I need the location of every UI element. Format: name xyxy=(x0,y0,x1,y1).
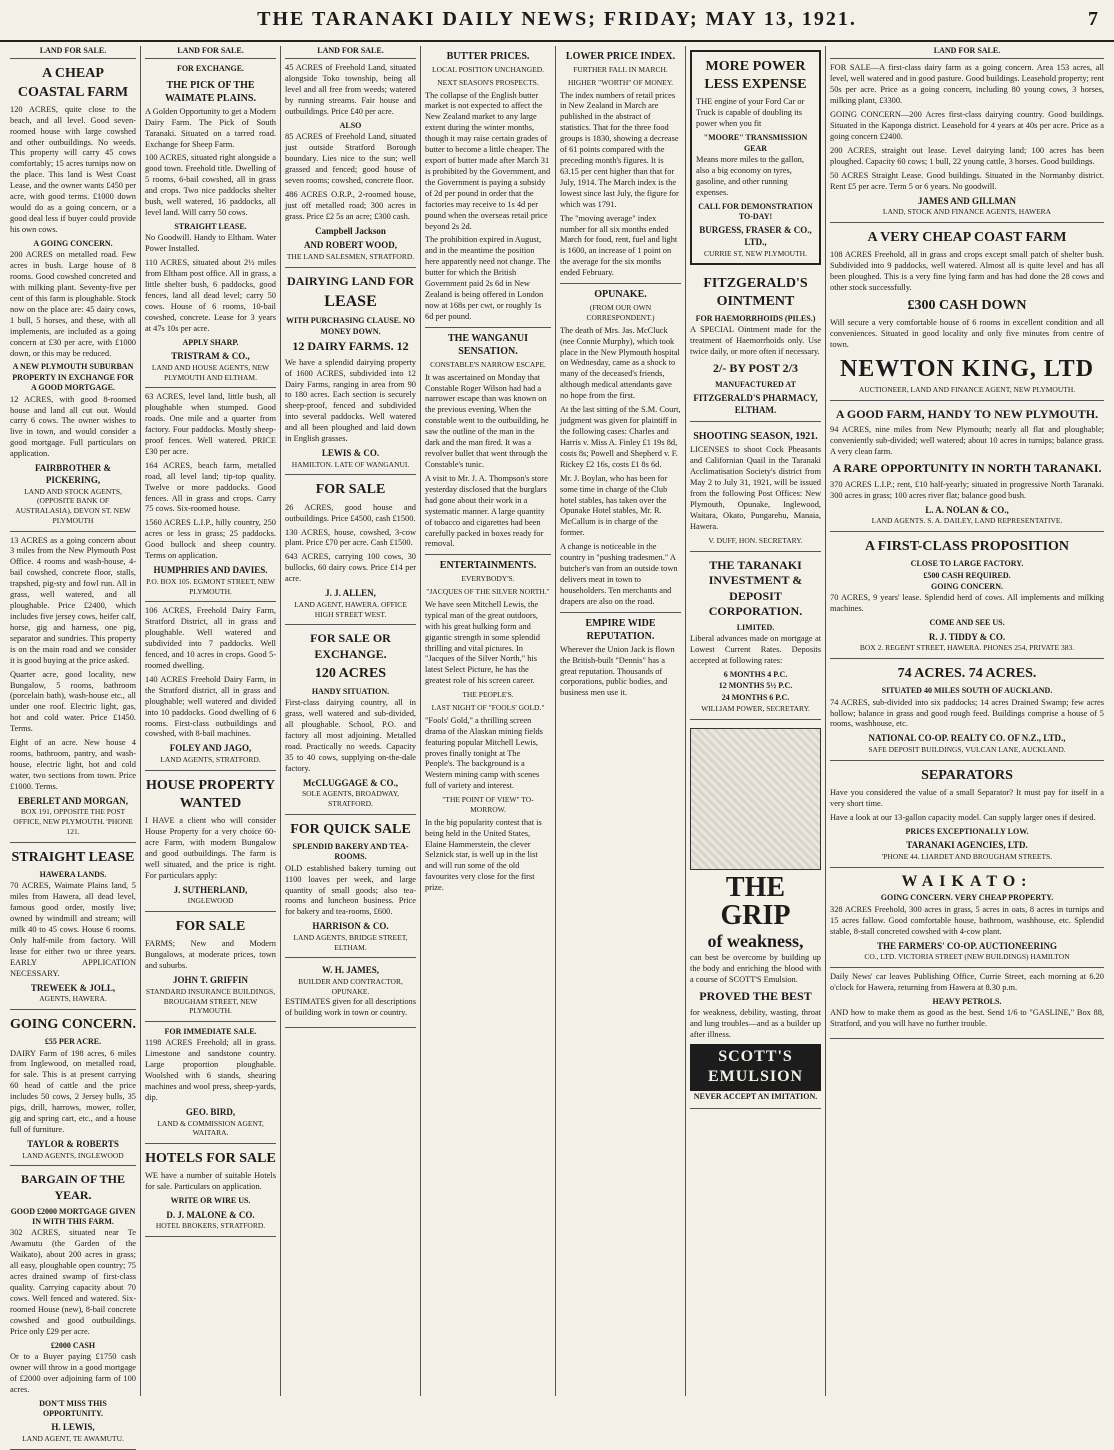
article-body: Wherever the Union Jack is flown the British-built "Dennis" has a great reputation. Thousands of corporations, public bodies, and business men use it. xyxy=(560,644,675,698)
advert-text: 85 ACRES of Freehold Land, situated just outside Stratford Borough boundary. Lies nice to the sun; well grassed and fenced; good house of seven rooms; cowshed, concrete floor. xyxy=(285,132,416,186)
advert-heading: A VERY CHEAP COAST FARM xyxy=(867,229,1067,245)
advert-subheading: LIMITED. xyxy=(736,622,775,632)
agent-name: W. H. JAMES, xyxy=(322,965,379,976)
advert-subheading: FOR EXCHANGE. xyxy=(176,64,245,74)
article-subtitle: THE PEOPLE'S. xyxy=(462,690,514,700)
article-opunake xyxy=(560,288,681,608)
agent-address: LAND AGENTS, BRIDGE STREET, ELTHAM. xyxy=(293,932,408,952)
advert-price: £55 PER ACRE. xyxy=(44,1037,102,1047)
advert-heading: A CHEAP COASTAL FARM xyxy=(17,66,129,100)
advert-subheading: HAWERA LANDS. xyxy=(39,869,107,879)
advert-text: 130 ACRES, house, cowshed, 3-cow plant. Price £70 per acre. Cash £1500. xyxy=(285,527,416,548)
advert-text: 74 ACRES, sub-divided into six paddocks; 14 acres Drained Swamp; few acres hollow; balance in grass and good rough feed. Buildings comprise a house of 5 rooms, washhouse, etc. xyxy=(830,697,1104,729)
divider xyxy=(560,283,681,284)
advert-text: 63 ACRES, level land, little bush, all ploughable when stumped. Good roads. One mile and a quarter from factory. Four paddocks. Mostly sheep-proof fences. Well watered. PRICE £30 per acre. xyxy=(145,392,276,456)
agent-address: STANDARD INSURANCE BUILDINGS, BROUGHAM STREET, NEW PLYMOUTH. xyxy=(145,986,276,1016)
agent-name: NATIONAL CO-OP. REALTY CO. OF N.Z., LTD., xyxy=(868,733,1066,744)
agent-name: JAMES AND GILLMAN xyxy=(917,195,1016,206)
article-title: THE WANGANUI SENSATION. xyxy=(447,332,529,357)
advert-heading: WAIKATO: xyxy=(901,872,1033,890)
article-title: EMPIRE WIDE REPUTATION. xyxy=(585,617,656,642)
agent-name: V. DUFF, HON. SECRETARY. xyxy=(708,535,803,545)
advert-subheading: HEAVY PETROLS. xyxy=(932,996,1002,1006)
agent-name: D. J. MALONE & CO. xyxy=(166,1209,255,1220)
section-header: LAND FOR SALE. xyxy=(10,46,136,59)
advert-subheading: A NEW PLYMOUTH SUBURBAN PROPERTY IN EXCHANGE FOR A GOOD MORTGAGE. xyxy=(12,362,134,393)
advert-text: WE have a number of suitable Hotels for sale. Particulars on application. xyxy=(145,1171,276,1192)
article-body: The "moving average" index number for all six months ended March for food, rent, fuel and light is 1600, an increase of 1 point on the average for the six months ended February. xyxy=(560,213,678,278)
advert-subheading: FOR IMMEDIATE SALE. xyxy=(164,1027,257,1037)
advert-text: Daily News' car leaves Publishing Office, Currie Street, each morning at 6.20 o'clock for Hawera, returning from Hawera at 8.30 p.m. xyxy=(830,971,1104,992)
agent-address: LAND AGENTS, STRATFORD. xyxy=(160,755,261,765)
advert xyxy=(145,602,276,771)
advert-subheading: WRITE OR WIRE US. xyxy=(170,1196,251,1206)
advert-text: A Golden Opportunity to get a Modern Dairy Farm. The Pick of South Taranaki. Situated on a tarred road. Exchange for Sheep Farm. xyxy=(145,106,276,149)
column-7 xyxy=(826,46,1108,1396)
advert-text: We have a splendid dairying property of 1600 ACRES, subdivided into 12 Dairy Farms, ranging in area from 90 to 180 acres. Each section is securely sheep-proof, fenced and subdivided into several paddocks. Well watered and all been ploughed and laid down in English grasses. xyxy=(285,357,416,444)
advert xyxy=(285,59,416,268)
agent-address: CURRIE ST, NEW PLYMOUTH. xyxy=(704,248,807,258)
newspaper-title: THE TARANAKI DAILY NEWS; FRIDAY; MAY 13, 1921. xyxy=(257,8,857,30)
newspaper-columns xyxy=(6,46,1108,1444)
advert-text: 110 ACRES, situated about 2½ miles from Eltham post office. All in grass, a little shelter bush, 6 paddocks, good fences, land all dead level; carry 50 cows. House of 6 rooms, 10-bail cowshed, concrete. Lease for 3 years at 47s 10s per acre. xyxy=(145,258,276,333)
agent-address: CO., LTD. VICTORIA STREET (NEW BUILDINGS) HAMILTON xyxy=(864,952,1070,962)
advert-subheading: PROVED THE BEST xyxy=(699,989,812,1004)
agent-name: J. J. ALLEN, xyxy=(325,588,376,599)
advert xyxy=(285,958,416,1027)
agent-address: LAND AGENTS, INGLEWOOD xyxy=(22,1150,124,1160)
advert-text: A SPECIAL Ointment made for the treatment of Haemorrhoids only. Use twice daily, or more often if necessary. xyxy=(690,325,821,357)
advert-text: 50 ACRES Straight Lease. Good buildings. Situated in the Normanby district. Rent £5 per acre. Term 5 or 6 years. No goodwill. xyxy=(830,170,1104,191)
article-body: A change is noticeable in the country in "pushing tradesmen." A butcher's van from an outside town delivers meat in town to householders. Ten merchants and drapers are also on the road. xyxy=(560,542,678,606)
advert xyxy=(830,968,1104,1039)
advert xyxy=(830,659,1104,761)
article-body: It was ascertained on Monday that Constable Roger Wilson had had a narrower escape than was known on the previous evening. When the constable went to the outbuilding, he saw the outline of the man in the dark and the man fired. It was a revolver bullet that went through the Constable's tunic. xyxy=(425,372,549,469)
article-body: The collapse of the English butter market is not expected to affect the New Zealand market to any large extent during the winter months, though it may raise certain grades of butter to become a little cheaper. The export of butter made after March 31 is prohibited by the Government, and the Government is paying a subsidy of 2d per pound in order that the factories may receive to 1s 4d per pound when the overseas retail price beyond 2s 2d. xyxy=(425,90,551,231)
advert xyxy=(830,761,1104,868)
advert-text: 70 ACRES, Waimate Plains land, 5 miles from Hawera, all dead level, famous good order, mostly live; owned by windmill and stream; will milk 40 to 45 cows. House 6 rooms. Only half-mile from factory. Will lease for either two or three years. EARLY APPLICATION NECESSARY. xyxy=(10,881,136,978)
advert xyxy=(830,59,1104,223)
section-header: LAND FOR SALE. xyxy=(285,46,416,59)
advert-text: Liberal advances made on mortgage at Lowest Current Rates. Deposits accepted at following rates: xyxy=(690,634,821,666)
article-empire xyxy=(560,617,681,700)
advert-text: DAIRY Farm of 198 acres, 6 miles from Inglewood, on metalled road, for sale. This is at present carrying 60 head of cattle and the price includes 50 cows, 2 Jersey bulls, 35 pigs, drill, harrows, mower, roller, gig and spring cart, etc., and a house full of furniture. xyxy=(10,1048,136,1134)
advert-text: AND how to make them as good as the best. Send 1/6 to "GASLINE," Box 88, Stratford, and you will have no further trouble. xyxy=(830,1008,1104,1029)
column-2 xyxy=(141,46,281,1396)
page-number: 7 xyxy=(1088,8,1098,30)
article-butter-prices xyxy=(425,50,551,323)
advert-scotts xyxy=(690,720,821,1110)
advert-subheading: ALSO xyxy=(339,121,362,130)
section-header: LAND FOR SALE. xyxy=(145,46,276,59)
agent-name: R. J. TIDDY & CO. xyxy=(928,631,1006,642)
agent-address: SAFE DEPOSIT BUILDINGS, VULCAN LANE, AUCKLAND. xyxy=(868,745,1066,755)
agent-address: LAND AND STOCK AGENTS, (OPPOSITE BANK OF AUSTRALASIA), DEVON ST. NEW PLYMOUTH xyxy=(15,486,131,525)
advert-heading: FITZGERALD'S OINTMENT xyxy=(703,275,808,309)
agent-address: LAND & COMMISSION AGENT, WAITARA. xyxy=(157,1118,264,1138)
advert-text: OLD established bakery turning out 1100 loaves per week, and large quantity of small goods; also tea-rooms and luncheon business. Price for bakery and tea-rooms, £600. xyxy=(285,863,416,917)
advert-heading: 12 DAIRY FARMS. 12 xyxy=(292,339,409,354)
agent-name: GEO. BIRD, xyxy=(185,1106,236,1117)
agent-name: AND ROBERT WOOD, xyxy=(303,240,398,251)
article-subtitle: (FROM OUR OWN CORRESPONDENT.) xyxy=(586,303,655,322)
advert xyxy=(830,532,1104,659)
advert xyxy=(10,1010,136,1166)
agent-name: TRISTRAM & CO., xyxy=(171,351,250,362)
advert-heading: SHOOTING SEASON, 1921. xyxy=(693,431,818,443)
advert-text: ESTIMATES given for all descriptions of building work in town or country. xyxy=(285,996,416,1017)
advert-heading: GOING CONCERN. xyxy=(10,1016,137,1032)
column-4 xyxy=(421,46,556,1396)
advert-text: 200 ACRES on metalled road. Few acres in bush. Large house of 8 rooms. Good cowshed concreted and with milking plant. Seventy-five per cent of this farm is ploughable. Stock now on the place are: 45 dairy cows, 1 bull, 5 horses, and these, with all implements, are included as a going concern at £30 per acre, with £1000 down, or this may be reduced. xyxy=(10,250,136,358)
advert-text: 45 ACRES of Freehold Land, situated alongside Toko township, being all level and all free from weeds; watered by running streams. Fair house and outbuildings. Price £40 per acre. xyxy=(285,63,416,117)
masthead xyxy=(0,0,1114,42)
advert xyxy=(145,771,276,912)
advert-heading: A FIRST-CLASS PROPOSITION xyxy=(864,538,1070,554)
advert-text: First-class dairying country, all in grass, well watered and sub-divided, all ploughable. School, P.O. and factory all most adjoining. Metalled road. Practically no weeds. Capacity 35 to 40 cows, supplying on-the-dale factory. xyxy=(285,698,416,773)
agent-address: HAMILTON. LATE OF WANGANUI. xyxy=(291,459,410,469)
brand-logo: SCOTT'S EMULSION xyxy=(690,1044,821,1092)
rate-row: 24 MONTHS 6 P.C. xyxy=(721,692,790,702)
article-title: LOWER PRICE INDEX. xyxy=(565,51,676,62)
column-6 xyxy=(686,46,826,1396)
advert-transmission xyxy=(690,50,821,265)
advert-text: GOING CONCERN—200 Acres first-class dairying country. Good buildings. Situated in the Kaponga district. Leasehold for 4 years at 40s per acre. Price as a going concern £2400. xyxy=(830,110,1104,141)
divider xyxy=(425,554,551,555)
agent-address: LAND AGENT, TE AWAMUTU. xyxy=(22,1434,124,1444)
advert-text: 486 ACRES O.R.P., 2-roomed house, just off metalled road; 300 acres in grass. Price £2 5s an acre; £300 cash. xyxy=(285,190,416,221)
agent-address: AGENTS, HAWERA. xyxy=(39,994,107,1004)
advert-heading: FOR SALE xyxy=(315,482,386,498)
advert-price: £2000 CASH xyxy=(50,1340,96,1350)
article-wanganui xyxy=(425,332,551,551)
agent-address: THE LAND SALESMEN, STRATFORD. xyxy=(286,252,415,262)
advert-text: Have you considered the value of a small Separator? It must pay for itself in a very short time. xyxy=(830,787,1104,808)
advert-text: Or to a Buyer paying £1750 cash owner will throw in a good mortgage of £2000 over adjoining farm of 100 acres. xyxy=(10,1351,136,1394)
advert-subheading: MANUFACTURED AT xyxy=(715,379,796,389)
agent-name: TAYLOR & ROBERTS xyxy=(27,1138,119,1149)
column-3 xyxy=(281,46,421,1396)
agent-address: BOX 2. REGENT STREET, HAWERA. PHONES 254, PRIVATE 383. xyxy=(859,643,1075,653)
agent-name: NEWTON KING, LTD xyxy=(839,355,1095,382)
article-body: In the big popularity contest that is being held in the United States, Elaine Hammerstein, the clever Selznick star, is well up in the list and will run some of the old favourites very close for the first prize. xyxy=(425,817,542,893)
agent-name: HUMPHRIES AND DAVIES. xyxy=(153,565,268,576)
advert-text: 370 ACRES L.I.P.; rent, £10 half-yearly; situated in progressive North Taranaki. 300 acres in grass; 100 acres river flat; balance good bush. xyxy=(830,479,1104,500)
agent-address: P.O. BOX 105. EGMONT STREET, NEW PLYMOUTH. xyxy=(146,576,275,596)
advert-heading: FOR SALE xyxy=(175,919,246,935)
advert-text: THE engine of your Ford Car or Truck is capable of doubling its power when you fit xyxy=(696,97,805,129)
advert-heading: HOTELS FOR SALE xyxy=(145,1151,276,1167)
advert-heading: MORE POWER LESS EXPENSE xyxy=(704,59,807,93)
advert-subheading: £500 CASH REQUIRED. xyxy=(923,570,1011,580)
agent-address: LAND AGENT, HAWERA. OFFICE HIGH STREET WEST. xyxy=(294,599,407,619)
advert-subheading: HANDY SITUATION. xyxy=(311,686,390,696)
agent-address: SOLE AGENTS, BROADWAY, STRATFORD. xyxy=(301,789,400,808)
advert-text: can best be overcome by building up the body and enriching the blood with a course of SCOTT'S Emulsion. xyxy=(690,953,821,985)
advert xyxy=(285,475,416,625)
advert-text: 643 ACRES, carrying 100 cows, 30 bullocks, 60 dairy cows. Price £14 per acre. xyxy=(285,552,416,584)
advert-subheading: COME AND SEE US. xyxy=(929,618,1005,628)
article-body: The prohibition expired in August, and in the meantime the position here apparently need not change. The butter for which the British Government paid 2s 6d in New Zealand is being offered in London now at 168s per cwt, or roughly 1s 6d per pound. xyxy=(425,235,551,321)
advert-subheading: CLOSE TO LARGE FACTORY. xyxy=(910,559,1024,569)
advert-subheading: A GOING CONCERN. xyxy=(33,238,113,248)
agent-name: EBERLET AND MORGAN, xyxy=(17,795,129,806)
article-subtitle: EVERYBODY'S. xyxy=(461,574,515,584)
advert-text: FARMS; New and Modern Bungalows, at moderate prices, town and suburbs. xyxy=(145,939,276,971)
advert-subheading: WITH PURCHASING CLAUSE. NO MONEY DOWN. xyxy=(286,316,415,336)
advert xyxy=(285,815,416,959)
advert-heading: A RARE OPPORTUNITY IN NORTH TARANAKI. xyxy=(832,461,1102,476)
advert-subheading: STRAIGHT LEASE. xyxy=(174,222,247,231)
article-subtitle: LOCAL POSITION UNCHANGED. xyxy=(431,65,544,74)
column-5 xyxy=(556,46,686,1396)
advert xyxy=(10,532,136,843)
article-entertainments xyxy=(425,559,551,894)
advert-text: Will secure a very comfortable house of 6 rooms in excellent condition and all conveniences. Situated in good locality and only five minutes from centre of town. xyxy=(830,318,1104,349)
advert xyxy=(830,401,1104,532)
advert-subheading: CALL FOR DEMONSTRATION TO-DAY! xyxy=(698,201,813,221)
article-price-index xyxy=(560,50,681,279)
advert-text: 1560 ACRES L.I.P., hilly country, 250 acres or less in grass; 25 paddocks. Good bullock and sheep country. Terms on application. xyxy=(145,518,276,561)
advert-subheading: GOOD £2000 MORTGAGE GIVEN IN WITH THIS FARM. xyxy=(10,1206,136,1226)
advert xyxy=(830,223,1104,401)
advert-heading: STRAIGHT LEASE xyxy=(11,849,135,865)
agent-name: FOLEY AND JAGO, xyxy=(169,743,252,754)
advert-text: 26 ACRES, good house and outbuildings. Price £4500, cash £1500. xyxy=(285,502,416,523)
advert-subheading: FOR HAEMORRHOIDS (PILES.) xyxy=(695,313,816,323)
advert-text: 94 ACRES, nine miles from New Plymouth; nearly all flat and ploughable; conveniently sub-divided; well watered; about 10 acres in turnips; balance grass. A very clean farm. xyxy=(830,425,1104,457)
advert-text: 13 ACRES as a going concern about 3 miles from the New Plymouth Post Office. 4 rooms and wash-house, 4-bail cowshed, concrete floor, stalls, trapshed, pig-sty and fowl run. All in grass, well watered, and all ploughable. Price £2400, which includes five jersey cows, heifer calf, horse, gig and harness, one pig, separator and sundries. This property is on the main road and we consider it is good buying at the price asked. xyxy=(10,535,136,665)
advert-heading: FOR QUICK SALE xyxy=(290,821,411,837)
article-title: BUTTER PRICES. xyxy=(446,51,530,62)
advert-text: Quarter acre, good locality, new Bungalow, 5 rooms, bathroom (porcelain bath), wash-house etc., all under one roof. Electric light, gas, hot and cold water. Price £1450. Terms. xyxy=(10,669,136,734)
advert xyxy=(285,268,416,476)
advert-heading: of weakness, xyxy=(707,930,804,951)
article-subtitle: LAST NIGHT OF "FOOLS' GOLD." xyxy=(431,702,545,712)
agent-name: J. SUTHERLAND, xyxy=(173,884,248,895)
advert-price: 2/- BY POST 2/3 xyxy=(712,361,798,376)
article-body: Mr. J. Boylan, who has been for some time in charge of the Club hotel stables, has taken over the Opunake Hotel stables, Mr. R. McCallum is in charge of the former. xyxy=(560,473,668,538)
advert xyxy=(145,1022,276,1144)
advert xyxy=(145,1144,276,1237)
article-title: ENTERTAINMENTS. xyxy=(439,560,537,572)
agent-name: BURGESS, FRASER & CO., LTD., xyxy=(699,225,812,248)
agent-name: FITZGERALD'S PHARMACY, ELTHAM. xyxy=(693,393,818,415)
agent-name: McCLUGGAGE & CO., xyxy=(303,777,398,788)
agent-address: BUILDER AND CONTRACTOR, OPUNAKE. xyxy=(298,977,403,996)
advert-text: 164 ACRES, beach farm, metalled road, all level land; tip-top quality. Twelve or more paddocks. Good fences. All in grass and crops. Carry 75 cows. Six-roomed house. xyxy=(145,460,276,514)
agent-name: LEWIS & CO. xyxy=(321,448,380,459)
advert-text: 1198 ACRES Freehold; all in grass. Limestone and sandstone country. Large proportion ploughable. Woolshed with 6 stands, shearing machines and wool press, sheep-yards, dip. xyxy=(145,1038,276,1103)
advert-shooting xyxy=(690,422,821,551)
advert-text: 106 ACRES, Freehold Dairy Farm, Stratford District, all in grass and ploughable. Well watered and subdivided into 7 paddocks. Well fenced, and 10 acres in crops. Good 5-roomed dwelling. xyxy=(145,606,276,670)
advert-text: FOR SALE—A first-class dairy farm as a going concern. Area 153 acres, all level, well watered and in good pasture. Good buildings. Leasehold property; rent 50s per acre. Price as a going concern, including 80 young cows, 3 horses, milking plant, £3300. xyxy=(830,63,1104,106)
advert-heading: HOUSE PROPERTY WANTED xyxy=(145,777,276,811)
section-header: LAND FOR SALE. xyxy=(830,46,1104,59)
divider xyxy=(425,327,551,328)
advert-heading: DAIRYING LAND FOR xyxy=(287,273,414,288)
advert-text: Eight of an acre. New house 4 rooms, bathroom, pantry, and wash-house, electric light, hot and cold water, two sections from town. Price £1000. Terms. xyxy=(10,738,136,791)
advert-heading: LEASE xyxy=(324,293,377,311)
article-subtitle: "JACQUES OF THE SILVER NORTH." xyxy=(426,587,550,597)
advert-text: I HAVE a client who will consider House Property for a very choice 60-acre Farm, with modern Bungalow and good outbuildings. The farm is well situated, and the price is right. For particulars apply: xyxy=(145,816,276,880)
agent-address: LAND AGENTS. S. A. DAILEY, LAND REPRESENTATIVE. xyxy=(871,516,1063,526)
advert-heading: A GOOD FARM, HANDY TO NEW PLYMOUTH. xyxy=(835,406,1099,421)
rate-row: 12 MONTHS 5½ P.C. xyxy=(718,681,793,691)
article-subtitle: "THE POINT OF VIEW" TO-MORROW. xyxy=(442,795,534,814)
advert-subheading: PRICES EXCEPTIONALLY LOW. xyxy=(905,826,1029,836)
advert-investment xyxy=(690,552,821,720)
agent-address: BOX 191, OPPOSITE THE POST OFFICE, NEW PLYMOUTH. 'PHONE 121. xyxy=(13,807,133,836)
agent-address: 'PHONE 44. LIARDET AND BROUGHAM STREETS. xyxy=(881,851,1053,861)
advert-text: 100 ACRES, situated right alongside a good town. Freehold title. Dwelling of 5 rooms, 6-bail cowshed, all in grass and crops. Two nice paddocks shelter bush, well watered, 16 paddocks, all level land. Will carry 50 cows. xyxy=(145,153,276,218)
advert xyxy=(145,59,276,388)
advert-text: No Goodwill. Handy to Eltham. Water Power Installed. xyxy=(145,233,276,254)
article-body: We have seen Mitchell Lewis, the typical man of the great outdoors, with his great hulking form and gigantic strength in some splendid thrilling and vital pictures. In "Jacques of the Silver North," his latest Select Picture, he has the greatest role of his screen career. xyxy=(425,599,540,686)
article-body: At the last sitting of the S.M. Court, judgment was given for plaintiff in the following cases: Charles and Harris v. Miss A. Finley £1 19s 8d, costs 8s; Powell and Shepherd v. F. Rickey £2 16s, costs £1 8s 6d. xyxy=(560,405,681,469)
article-subtitle: HIGHER "WORTH" OF MONEY. xyxy=(567,77,674,87)
advert xyxy=(285,625,416,814)
advert-heading: 120 ACRES xyxy=(314,666,387,682)
advert-subheading: SPLENDID BAKERY AND TEA-ROOMS. xyxy=(292,841,409,862)
article-body: The index numbers of retail prices in New Zealand in March are published in the abstract of statistics. That for the three food groups is 1830, showing a decrease of 61 points compared with the preceding month's figures. It is 63.15 per cent higher than that for July, 1914. The March index is the lowest since last July, the figure for which was 1791. xyxy=(560,90,679,209)
agent-address: HOTEL BROKERS, STRATFORD. xyxy=(155,1221,266,1231)
advert-heading: 74 ACRES. 74 ACRES. xyxy=(897,666,1037,681)
advert-text: LICENSES to shoot Cock Pheasants and Californian Quail in the Taranaki Acclimatisation Society's district from May 2 to July 31, 1921, will be issued from the following Post Offices: New Plymouth, Opunake, Inglewood, Waitara, Okato, Pungarehu, Manaia, Hawera. xyxy=(690,445,821,531)
advert xyxy=(10,1166,136,1449)
advert-heading: BARGAIN OF THE YEAR. xyxy=(20,1172,125,1202)
advert-subheading: GOING CONCERN. xyxy=(930,581,1003,591)
agent-address: LAND AND HOUSE AGENTS, NEW PLYMOUTH AND ELTHAM. xyxy=(151,362,270,382)
article-subtitle: NEXT SEASON'S PROSPECTS. xyxy=(437,77,539,87)
column-1 xyxy=(6,46,141,1444)
agent-name: L. A. NOLAN & CO., xyxy=(925,504,1009,515)
agent-name: THE FARMERS' CO-OP. AUCTIONEERING xyxy=(876,940,1058,951)
advert xyxy=(10,843,136,1010)
agent-address: INGLEWOOD xyxy=(187,896,234,906)
rate-row: 6 MONTHS 4 P.C. xyxy=(723,670,788,680)
advert xyxy=(830,868,1104,968)
article-title: OPUNAKE. xyxy=(594,289,647,301)
advert-text: 328 ACRES Freehold, 300 acres in grass, 5 acres in oats, 8 acres in turnips and 15 acres fallow. Good comfortable house, bathroom, washhouse, etc. Splendid stable, 8-stall concreted cowshed with 4-cow plant. xyxy=(830,904,1104,936)
advert-text: Have a look at our 13-gallon capacity model. Can supply larger ones if desired. xyxy=(830,812,1096,822)
agent-name: JOHN T. GRIFFIN xyxy=(173,975,248,986)
agent-name: FAIRBROTHER & PICKERING, xyxy=(34,463,112,485)
agent-name: HARRISON & CO. xyxy=(312,921,389,932)
advert-text: 140 ACRES Freehold Dairy Farm, in the Stratford district, all in grass and ploughable; well watered and divided into 10 paddocks. Good dwelling of 6 rooms. First-class outbuildings and cowshed, with 8-bail machines. xyxy=(145,674,276,739)
advert-product: "MOORE" TRANSMISSION GEAR xyxy=(703,133,808,153)
advert-text: 200 ACRES, straight out lease. Level dairying land; 100 acres has been ploughed. Capacity 60 cows; 1 bull, 22 young cattle, 3 horses. Good buildings. xyxy=(830,145,1104,166)
advert-price: £300 CASH DOWN xyxy=(907,297,1027,313)
advert-subheading: APPLY SHARP. xyxy=(182,337,239,347)
divider xyxy=(560,612,681,613)
article-body: The death of Mrs. Jas. McCluck (nee Connie Murphy), which took place in the New Plymouth hospital on Wednesday, came as a shock to many of the deceased's friends, although medical attendants gave no hope from the first. xyxy=(560,325,680,401)
advert-subheading: DON'T MISS THIS OPPORTUNITY. xyxy=(39,1398,107,1419)
advert-heading: FOR SALE OR EXCHANGE. xyxy=(310,631,391,661)
advert-heading: THE TARANAKI INVESTMENT & DEPOSIT CORPORATION. xyxy=(708,557,803,619)
advert xyxy=(145,912,276,1022)
advert-subheading: GOING CONCERN. VERY CHEAP PROPERTY. xyxy=(880,893,1054,903)
advert-text: 120 ACRES, quite close to the beach, and all level. Good seven-roomed house with large cowshed and other outbuildings. No weeds. This property will carry 45 cows comfortably; 15 acres turnips now on the place. This land is West Coast Lease, and the owner wants £450 per acre, with good terms. £1000 down would do as a going concern, or a good deal less if buyer could provide his own cows. xyxy=(10,104,136,234)
article-subtitle: CONSTABLE'S NARROW ESCAPE. xyxy=(430,359,546,369)
advert-ointment xyxy=(690,269,821,423)
advert-text: 108 ACRES Freehold, all in grass and crops except small patch of shelter bush. Subdivided into 9 paddocks, well watered. Almost all is quite level and has all been ploughed. This is a very fine lying farm and has had done the 28 cows and other stock successfully. xyxy=(830,250,1104,292)
agent-address: AUCTIONEER, LAND AND FINANCE AGENT, NEW PLYMOUTH. xyxy=(858,384,1076,394)
advert-heading: THE GRIP xyxy=(720,871,791,931)
advert xyxy=(10,59,136,531)
article-body: "Fools' Gold," a thrilling screen drama of the Alaskan mining fields featuring popular Mitchell Lewis, proves finally tonight at The People's. The background is a Western mining camp with scenes full of variety and interest. xyxy=(425,715,543,791)
agent-name: TARANAKI AGENCIES, LTD. xyxy=(906,840,1028,851)
advert-text: 302 ACRES, situated near Te Awamutu (the Garden of the Waikato), about 200 acres in grass; all easy, ploughable open country; 75 acres drained swamp of first-class quality. Carrying capacity about 70 cows. Well fenced and watered. Six-roomed House (new), 8-bail concrete cowshed and good outbuildings. Price only £29 per acre. xyxy=(10,1228,136,1336)
advert-text: for weakness, debility, wasting, throat and lung troubles—and as a builder up after illness. xyxy=(690,1007,821,1039)
advert-subheading: NEVER ACCEPT AN IMITATION. xyxy=(693,1092,818,1102)
advert-heading: THE PICK OF THE WAIMATE PLAINS. xyxy=(165,79,256,104)
agent-name: WILLIAM POWER, SECRETARY. xyxy=(701,704,810,714)
advert-text: 70 ACRES, 9 years' lease. Splendid herd of cows. All implements and milking machines. xyxy=(830,593,1104,614)
advert-subheading: SITUATED 40 MILES SOUTH OF AUCKLAND. xyxy=(881,686,1053,696)
advert xyxy=(145,388,276,602)
advert-text: 12 ACRES, with good 8-roomed house and land all cut out. Would carry 6 cows. The owner wishes to live in town, and would consider a good mortgage. Full particulars on application. xyxy=(10,394,136,459)
agent-address: LAND, STOCK AND FINANCE AGENTS, HAWERA xyxy=(882,207,1052,217)
advert-text: Means more miles to the gallon, also a big economy on tyres, gasoline, and other running expenses. xyxy=(696,154,804,197)
agent-name: H. LEWIS, xyxy=(51,1422,95,1433)
article-subtitle: FURTHER FALL IN MARCH. xyxy=(573,65,668,74)
agent-name: TREWEEK & JOLL, xyxy=(30,982,116,993)
agent-name: Campbell Jackson xyxy=(315,225,386,236)
advert-heading: SEPARATORS xyxy=(921,767,1013,783)
illustration xyxy=(690,728,821,870)
article-body: A visit to Mr. J. A. Thompson's store yesterday disclosed that the burglars had gone about their work in a systematic manner. A large quantity of tobacco and cigarettes had been carefully packed in boxes ready for removal. xyxy=(425,473,548,549)
